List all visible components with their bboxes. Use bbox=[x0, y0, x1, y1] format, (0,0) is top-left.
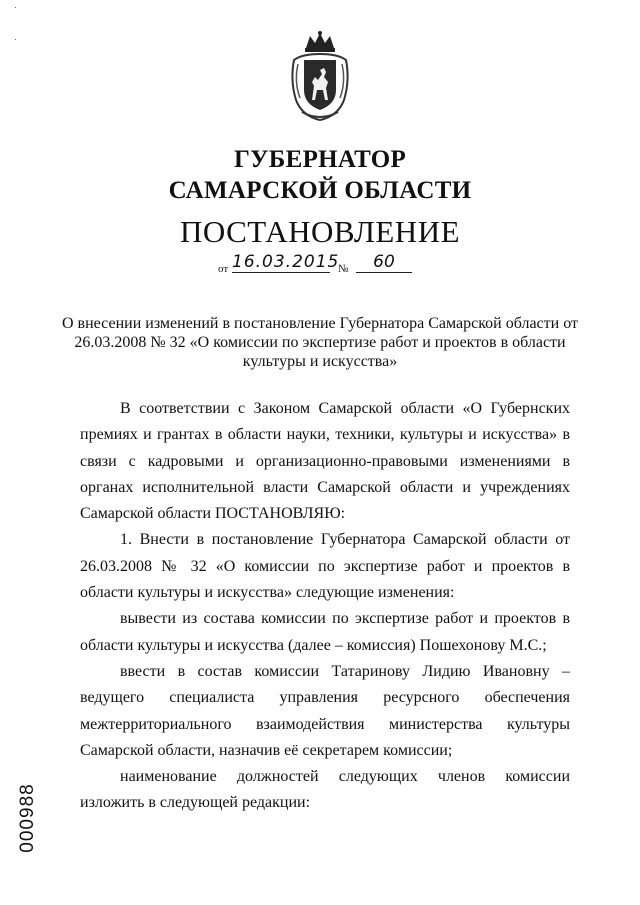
side-stamp bbox=[14, 773, 42, 869]
date-number-line bbox=[218, 254, 448, 280]
paragraph: ввести в состав комиссии Татаринову Лидию Ивановну – ведущего специалиста управления ресурсного обеспечения межтерриториального взаимодействия министерства культуры Самарской области, назначив её секретарем комиссии; bbox=[80, 662, 570, 759]
samara-coat-of-arms-icon bbox=[288, 30, 352, 122]
paragraph: вывести из состава комиссии по экспертизе работ и проектов в области культуры и искусства (далее – комиссия) Пошехонову М.С.; bbox=[80, 610, 570, 654]
issuer-title: ГУБЕРНАТОР bbox=[233, 146, 407, 173]
corner-mark: · bbox=[14, 34, 17, 44]
document-type: ПОСТАНОВЛЕНИЕ bbox=[179, 214, 461, 249]
issuer-region: САМАРСКОЙ ОБЛАСТИ bbox=[168, 177, 472, 204]
paragraph: наименование должностей следующих членов комиссии изложить в следующей редакции: bbox=[80, 768, 570, 812]
paragraph: В соответствии с Законом Самарской области «О Губернских премиях и грантах в области науки, техники, культуры и искусства» в связи с кадровыми и организационно-правовыми изменениями в органах исполнительной власти Самарской области и учреждениях Самарской области ПОСТАНОВЛЯЮ: bbox=[80, 400, 570, 523]
number-label: № bbox=[338, 263, 349, 275]
corner-mark: · bbox=[14, 2, 17, 12]
document-number: 60 bbox=[356, 252, 412, 273]
document-body bbox=[80, 396, 570, 817]
document-subject: О внесении изменений в постановление Губернатора Самарской области от 26.03.2008 № 32 «О комиссии по экспертизе работ и проектов в области культуры и искусства» bbox=[62, 315, 578, 370]
document-date: 16.03.2015 bbox=[232, 252, 340, 272]
date-label: от bbox=[218, 263, 229, 275]
side-stamp-number: 000988 bbox=[17, 783, 38, 853]
paragraph: 1. Внести в постановление Губернатора Самарской области от 26.03.2008 № 32 «О комиссии по экспертизе работ и проектов в области культуры и искусства» следующие изменения: bbox=[80, 531, 570, 602]
